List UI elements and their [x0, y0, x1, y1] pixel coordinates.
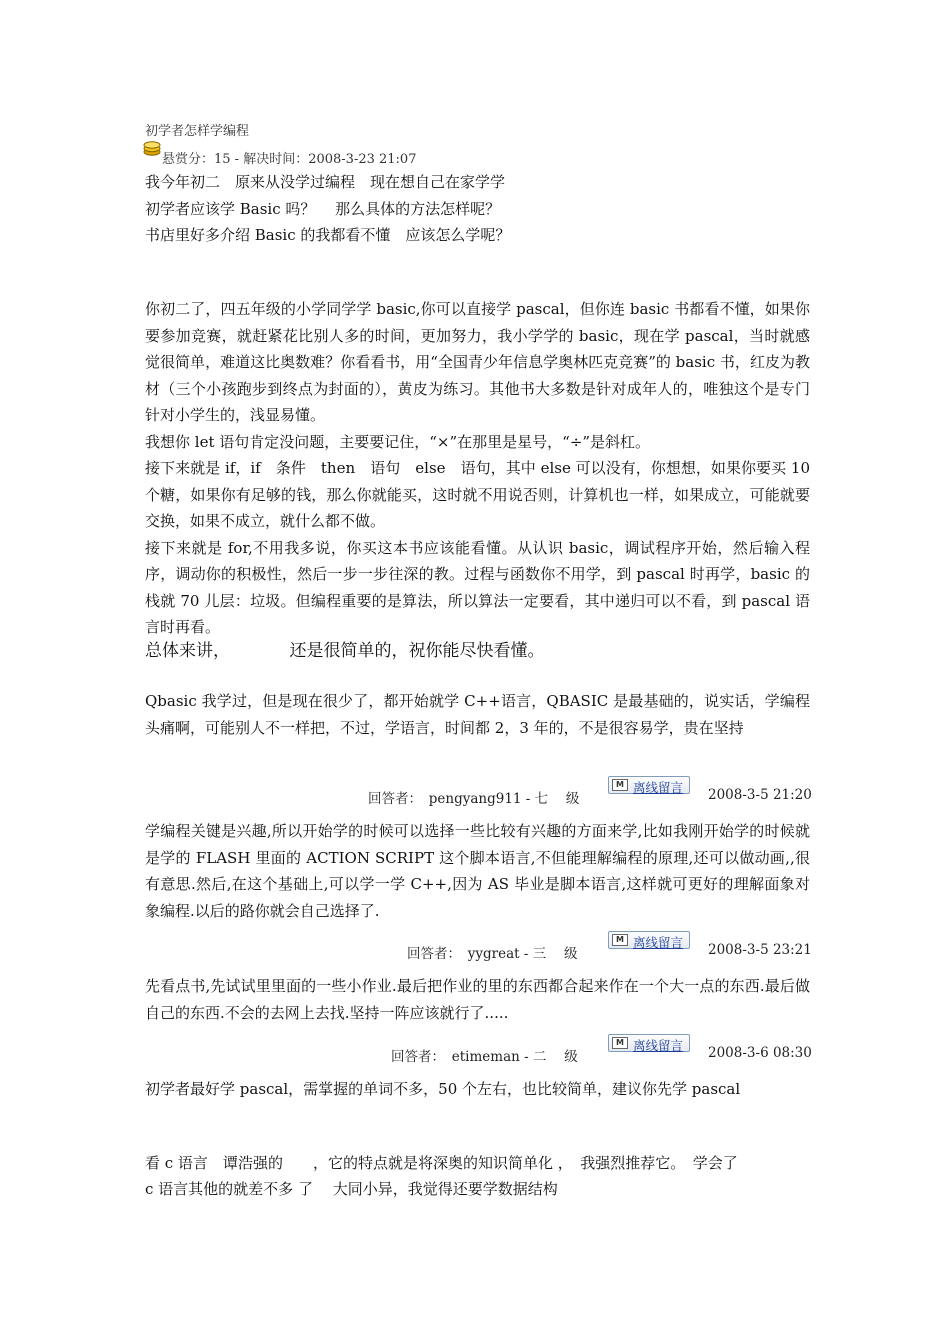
message-icon: M	[612, 779, 628, 791]
answerer-info: 回答者： etimeman - 二 级	[391, 1049, 578, 1065]
question-meta: 悬赏分：15 - 解决时间：2008-3-23 21:07	[162, 152, 417, 167]
answer-paragraph: Qbasic 我学过，但是现在很少了，都开始就学 C++语言，QBASIC 是最基础的，说实话，学编程头痛啊，可能别人不一样把，不过，学语言，时间都 2，3 年的，不是很容易学，贵在坚持	[145, 692, 810, 737]
answer-time: 2008-3-5 23:21	[708, 942, 812, 958]
answer-time: 2008-3-5 21:20	[708, 787, 812, 803]
answer-body	[145, 973, 810, 1026]
answer-summary: 总体来讲， 还是很简单的，祝你能尽快看懂。	[145, 641, 545, 661]
answer-body	[145, 818, 810, 924]
question-line: 书店里好多介绍 Basic 的我都看不懂 应该怎么学呢？	[145, 226, 511, 244]
answer-paragraph: 初学者最好学 pascal，需掌握的单词不多，50 个左右，也比较简单，建议你先学 pascal	[145, 1080, 741, 1098]
coins-icon	[143, 140, 161, 156]
answer-paragraph: 我想你 let 语句肯定没问题，主要要记住，“×”在那里是星号，“÷”是斜杠。	[145, 432, 651, 451]
answer-paragraph: 你初二了，四五年级的小学同学学 basic,你可以直接学 pascal，但你连 basic 书都看不懂，如果你要参加竞赛，就赶紧花比别人多的时间，更加努力，我小学学的 basic，现在学 pascal，当时就感觉很简单，难道这比奥数难？你看看书，用“全国青少年信息学奥林匹克竞赛”的 basic 书，红皮为教材（三个小孩跑步到终点为封面的），黄皮为练习。其他书大多数是针对成年人的，唯独这个是专门针对小学生的，浅显易懂。	[145, 300, 810, 424]
question-line: 初学者应该学 Basic 吗？ 那么具体的方法怎样呢？	[145, 200, 501, 218]
answer-paragraph: 学编程关键是兴趣,所以开始学的时候可以选择一些比较有兴趣的方面来学,比如我刚开始学的时候就是学的 FLASH 里面的 ACTION SCRIPT 这个脚本语言,不但能理解编程的原理,还可以做动画,,很有意思.然后,在这个基础上,可以学一学 C++,因为 AS 毕业是脚本语言,这样就可更好的理解面象对象编程.以后的路你就会自己选择了.	[145, 822, 810, 920]
answer-body	[145, 688, 810, 741]
offline-message-label: 离线留言	[633, 780, 684, 795]
answer-paragraph: 先看点书,先试试里里面的一些小作业.最后把作业的里的东西都合起来作在一个大一点的东西.最后做自己的东西.不会的去网上去找.坚持一阵应该就行了.....	[145, 977, 810, 1022]
answerer-info: 回答者： pengyang911 - 七 级	[368, 791, 580, 807]
answer-body	[145, 296, 810, 641]
answerer-info: 回答者： yygreat - 三 级	[407, 946, 578, 962]
answer-paragraph: 接下来就是 if，if 条件 then 语句 else 语句，其中 else 可以没有，你想想，如果你要买 10 个糖，如果你有足够的钱，那么你就能买，这时就不用说否则，计算机也一样，如果成立，可能就要交换，如果不成立，就什么都不做。	[145, 459, 810, 530]
answer-paragraph: 看 c 语言 谭浩强的 ，它的特点就是将深奥的知识简单化 ， 我强烈推荐它。 学会了	[145, 1154, 738, 1172]
question-line: 我今年初二 原来从没学过编程 现在想自己在家学学	[145, 173, 506, 191]
offline-message-button[interactable]	[608, 1034, 690, 1052]
offline-message-button[interactable]	[608, 776, 690, 794]
offline-message-label: 离线留言	[633, 935, 684, 950]
question-title: 初学者怎样学编程	[145, 124, 250, 139]
offline-message-button[interactable]	[608, 931, 690, 949]
answer-time: 2008-3-6 08:30	[708, 1045, 812, 1061]
answer-paragraph: 接下来就是 for,不用我多说，你买这本书应该能看懂。从认识 basic，调试程序开始，然后输入程序，调动你的积极性，然后一步一步往深的教。过程与函数你不用学，到 pascal 时再学，basic 的栈就 70 儿层：垃圾。但编程重要的是算法，所以算法一定要看，其中递归可以不看，到 pascal 语言时再看。	[145, 538, 810, 636]
message-icon: M	[612, 934, 628, 946]
answer-paragraph: c 语言其他的就差不多 了 大同小异，我觉得还要学数据结构	[145, 1180, 558, 1198]
message-icon: M	[612, 1037, 628, 1049]
offline-message-label: 离线留言	[633, 1038, 684, 1053]
